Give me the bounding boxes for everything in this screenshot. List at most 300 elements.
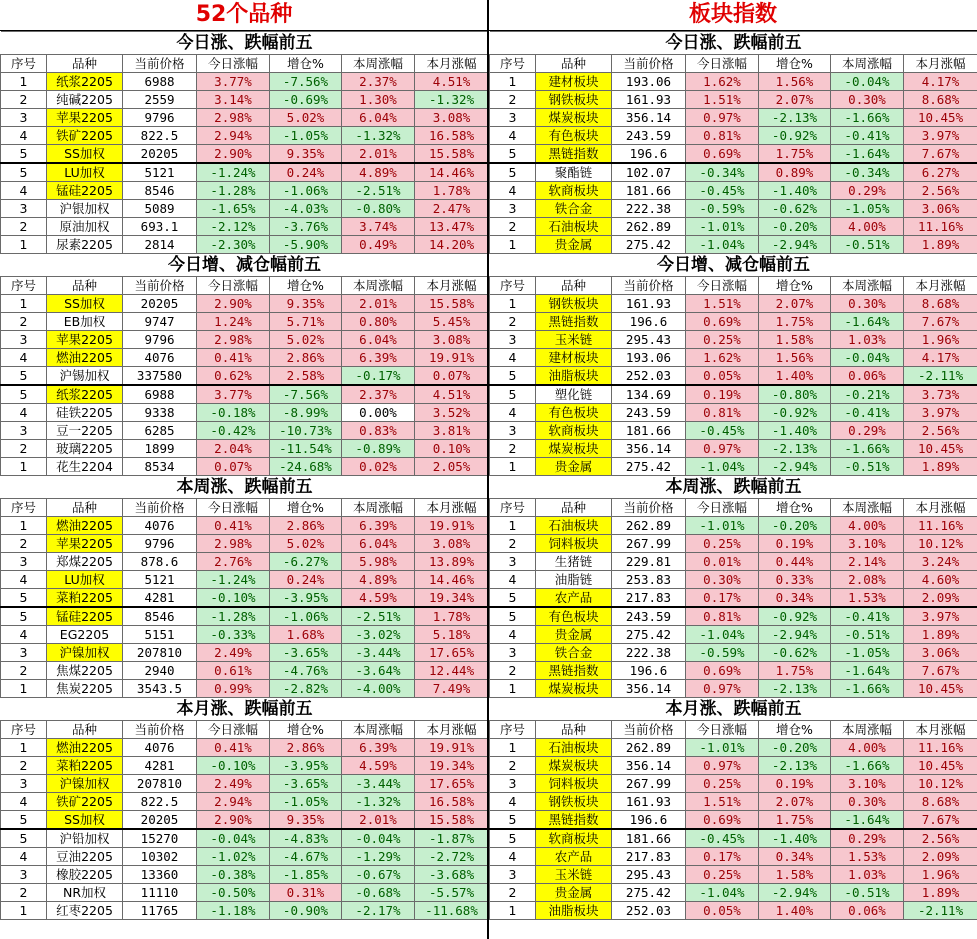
oi-change-cell: -1.85% xyxy=(270,866,342,884)
week-change-cell: -3.02% xyxy=(342,626,415,644)
week-change-cell: 0.02% xyxy=(342,458,415,476)
price-cell: 181.66 xyxy=(612,182,686,200)
table-row xyxy=(490,331,977,349)
today-change-cell: 2.49% xyxy=(197,775,270,793)
price-cell: 217.83 xyxy=(612,848,686,866)
rank-cell: 3 xyxy=(490,866,536,884)
price-cell: 878.6 xyxy=(123,553,197,571)
column-header-row xyxy=(1,499,489,517)
oi-change-cell: -1.06% xyxy=(270,182,342,200)
week-change-cell: 0.29% xyxy=(831,829,904,848)
week-change-cell: -3.44% xyxy=(342,775,415,793)
month-change-cell: 8.68% xyxy=(904,793,977,811)
rank-cell: 4 xyxy=(490,182,536,200)
month-change-cell: 19.91% xyxy=(415,739,489,757)
name-cell: 玉米链 xyxy=(536,866,612,884)
oi-change-cell: 2.07% xyxy=(759,295,831,313)
name-cell: 花生2204 xyxy=(47,458,123,476)
month-change-cell: 3.08% xyxy=(415,331,489,349)
price-cell: 295.43 xyxy=(612,331,686,349)
table-row xyxy=(490,109,977,127)
name-cell: 钢铁板块 xyxy=(536,91,612,109)
oi-change-cell: 0.34% xyxy=(759,848,831,866)
week-change-cell: -3.44% xyxy=(342,644,415,662)
today-change-cell: -1.24% xyxy=(197,571,270,589)
column-header: 今日涨幅 xyxy=(686,499,759,517)
name-cell: 煤炭板块 xyxy=(536,680,612,698)
column-header-row xyxy=(1,55,489,73)
month-change-cell: 13.89% xyxy=(415,553,489,571)
month-change-cell: 17.65% xyxy=(415,775,489,793)
week-change-cell: 6.39% xyxy=(342,739,415,757)
week-change-cell: -1.05% xyxy=(831,200,904,218)
column-header: 本周涨幅 xyxy=(342,55,415,73)
table-row xyxy=(490,902,977,920)
rank-cell: 1 xyxy=(1,902,47,920)
month-change-cell: 10.45% xyxy=(904,757,977,775)
name-cell: SS加权 xyxy=(47,295,123,313)
rank-cell: 1 xyxy=(490,458,536,476)
name-cell: 菜粕2205 xyxy=(47,757,123,775)
today-change-cell: 1.62% xyxy=(686,349,759,367)
rank-cell: 1 xyxy=(490,739,536,757)
name-cell: 有色板块 xyxy=(536,607,612,626)
table-row xyxy=(490,458,977,476)
table-row xyxy=(490,163,977,182)
today-change-cell: -0.45% xyxy=(686,829,759,848)
table-row xyxy=(490,848,977,866)
price-cell: 15270 xyxy=(123,829,197,848)
table-row xyxy=(490,884,977,902)
rank-cell: 5 xyxy=(1,367,47,386)
month-change-cell: 14.46% xyxy=(415,163,489,182)
column-header: 序号 xyxy=(490,499,536,517)
week-change-cell: 2.37% xyxy=(342,73,415,91)
month-change-cell: 4.60% xyxy=(904,571,977,589)
rank-cell: 2 xyxy=(490,218,536,236)
today-change-cell: 3.14% xyxy=(197,91,270,109)
rank-cell: 2 xyxy=(1,91,47,109)
month-change-cell: 0.10% xyxy=(415,440,489,458)
today-change-cell: 0.25% xyxy=(686,866,759,884)
column-header: 本月涨幅 xyxy=(415,55,489,73)
name-cell: 燃油2205 xyxy=(47,517,123,535)
rank-cell: 1 xyxy=(490,680,536,698)
today-change-cell: -0.18% xyxy=(197,404,270,422)
name-cell: 铁矿2205 xyxy=(47,127,123,145)
name-cell: 沪铅加权 xyxy=(47,829,123,848)
oi-change-cell: -3.65% xyxy=(270,775,342,793)
rank-cell: 5 xyxy=(1,607,47,626)
today-change-cell: -1.28% xyxy=(197,182,270,200)
today-change-cell: -0.59% xyxy=(686,200,759,218)
column-header: 序号 xyxy=(490,277,536,295)
column-header: 本月涨幅 xyxy=(904,499,977,517)
today-change-cell: 0.17% xyxy=(686,848,759,866)
column-header: 品种 xyxy=(536,277,612,295)
name-cell: 贵金属 xyxy=(536,236,612,254)
today-change-cell: 0.97% xyxy=(686,680,759,698)
today-change-cell: -1.01% xyxy=(686,739,759,757)
price-cell: 10302 xyxy=(123,848,197,866)
table-row xyxy=(490,385,977,404)
price-cell: 11765 xyxy=(123,902,197,920)
name-cell: LU加权 xyxy=(47,163,123,182)
price-cell: 262.89 xyxy=(612,739,686,757)
today-change-cell: -1.02% xyxy=(197,848,270,866)
today-change-cell: -1.28% xyxy=(197,607,270,626)
week-change-cell: -1.05% xyxy=(831,644,904,662)
oi-change-cell: 1.75% xyxy=(759,662,831,680)
rank-cell: 4 xyxy=(1,182,47,200)
oi-change-cell: -1.40% xyxy=(759,182,831,200)
month-change-cell: 19.34% xyxy=(415,757,489,775)
week-change-cell: 4.00% xyxy=(831,218,904,236)
week-change-cell: 1.30% xyxy=(342,91,415,109)
table-row xyxy=(490,200,977,218)
week-change-cell: 0.30% xyxy=(831,793,904,811)
oi-change-cell: 1.68% xyxy=(270,626,342,644)
table-row xyxy=(1,902,489,920)
oi-change-cell: 2.58% xyxy=(270,367,342,386)
rank-cell: 5 xyxy=(1,589,47,608)
table-row xyxy=(1,236,489,254)
column-header: 本月涨幅 xyxy=(904,55,977,73)
section-title-row xyxy=(1,254,489,277)
today-change-cell: 2.98% xyxy=(197,535,270,553)
month-change-cell: 4.51% xyxy=(415,385,489,404)
month-change-cell: 1.89% xyxy=(904,884,977,902)
section-title-row xyxy=(490,698,977,721)
week-change-cell: 2.01% xyxy=(342,811,415,830)
week-change-cell: 3.10% xyxy=(831,535,904,553)
column-header: 增仓% xyxy=(270,277,342,295)
rank-cell: 4 xyxy=(1,127,47,145)
rank-cell: 2 xyxy=(490,313,536,331)
week-change-cell: 2.14% xyxy=(831,553,904,571)
month-change-cell: -5.57% xyxy=(415,884,489,902)
oi-change-cell: -1.06% xyxy=(270,607,342,626)
today-change-cell: 0.41% xyxy=(197,739,270,757)
table-row xyxy=(1,200,489,218)
column-header: 当前价格 xyxy=(612,277,686,295)
price-cell: 9747 xyxy=(123,313,197,331)
week-change-cell: -1.64% xyxy=(831,145,904,164)
name-cell: 苹果2205 xyxy=(47,109,123,127)
week-change-cell: 0.49% xyxy=(342,236,415,254)
month-change-cell: 4.17% xyxy=(904,73,977,91)
name-cell: 尿素2205 xyxy=(47,236,123,254)
price-cell: 243.59 xyxy=(612,127,686,145)
week-change-cell: -1.32% xyxy=(342,793,415,811)
today-change-cell: 0.05% xyxy=(686,902,759,920)
price-cell: 8546 xyxy=(123,607,197,626)
column-header: 序号 xyxy=(490,721,536,739)
table-row xyxy=(490,662,977,680)
week-change-cell: 1.03% xyxy=(831,866,904,884)
name-cell: 橡胶2205 xyxy=(47,866,123,884)
today-change-cell: 0.69% xyxy=(686,662,759,680)
month-change-cell: 5.18% xyxy=(415,626,489,644)
month-change-cell: 19.91% xyxy=(415,349,489,367)
table-row xyxy=(1,127,489,145)
month-change-cell: 1.89% xyxy=(904,458,977,476)
price-cell: 11110 xyxy=(123,884,197,902)
rank-cell: 4 xyxy=(1,404,47,422)
oi-change-cell: -0.80% xyxy=(759,385,831,404)
month-change-cell: 1.89% xyxy=(904,236,977,254)
price-cell: 196.6 xyxy=(612,811,686,830)
table-row xyxy=(490,91,977,109)
price-cell: 267.99 xyxy=(612,775,686,793)
column-header-row xyxy=(1,277,489,295)
oi-change-cell: 1.58% xyxy=(759,866,831,884)
price-cell: 222.38 xyxy=(612,200,686,218)
month-change-cell: 7.49% xyxy=(415,680,489,698)
today-change-cell: 0.25% xyxy=(686,775,759,793)
oi-change-cell: -2.13% xyxy=(759,680,831,698)
rank-cell: 5 xyxy=(1,385,47,404)
section-title-row xyxy=(1,476,489,499)
table-row xyxy=(1,313,489,331)
today-change-cell: 0.81% xyxy=(686,404,759,422)
month-change-cell: 7.67% xyxy=(904,662,977,680)
today-change-cell: -1.65% xyxy=(197,200,270,218)
table-row xyxy=(490,811,977,830)
week-change-cell: 1.53% xyxy=(831,848,904,866)
name-cell: 生猪链 xyxy=(536,553,612,571)
column-header-row xyxy=(1,721,489,739)
week-change-cell: -0.80% xyxy=(342,200,415,218)
table-row xyxy=(490,127,977,145)
week-change-cell: -2.17% xyxy=(342,902,415,920)
today-change-cell: -1.04% xyxy=(686,884,759,902)
month-change-cell: 10.12% xyxy=(904,775,977,793)
price-cell: 207810 xyxy=(123,644,197,662)
oi-change-cell: -3.95% xyxy=(270,589,342,608)
name-cell: 软商板块 xyxy=(536,829,612,848)
today-change-cell: -0.10% xyxy=(197,757,270,775)
today-change-cell: 0.07% xyxy=(197,458,270,476)
month-change-cell: 11.16% xyxy=(904,739,977,757)
price-cell: 2814 xyxy=(123,236,197,254)
week-change-cell: 5.98% xyxy=(342,553,415,571)
table-row xyxy=(1,607,489,626)
month-change-cell: 3.52% xyxy=(415,404,489,422)
rank-cell: 3 xyxy=(490,200,536,218)
column-header: 序号 xyxy=(1,721,47,739)
week-change-cell: 4.59% xyxy=(342,757,415,775)
month-change-cell: 11.16% xyxy=(904,218,977,236)
table-row xyxy=(1,145,489,164)
rank-cell: 3 xyxy=(490,331,536,349)
price-cell: 229.81 xyxy=(612,553,686,571)
today-change-cell: 0.69% xyxy=(686,313,759,331)
column-header: 本月涨幅 xyxy=(904,277,977,295)
price-cell: 161.93 xyxy=(612,91,686,109)
month-change-cell: 2.09% xyxy=(904,589,977,608)
right-panel-sector-index xyxy=(489,0,977,939)
rank-cell: 1 xyxy=(490,295,536,313)
month-change-cell: -2.72% xyxy=(415,848,489,866)
name-cell: 沪镍加权 xyxy=(47,775,123,793)
rank-cell: 2 xyxy=(490,91,536,109)
table-row xyxy=(490,866,977,884)
name-cell: 有色板块 xyxy=(536,127,612,145)
table-row xyxy=(490,313,977,331)
rank-cell: 5 xyxy=(490,589,536,608)
rank-cell: 2 xyxy=(1,313,47,331)
oi-change-cell: -0.69% xyxy=(270,91,342,109)
oi-change-cell: -0.90% xyxy=(270,902,342,920)
section-title-row xyxy=(1,32,489,55)
price-cell: 161.93 xyxy=(612,295,686,313)
column-header: 品种 xyxy=(536,55,612,73)
price-cell: 9796 xyxy=(123,535,197,553)
table-row xyxy=(1,182,489,200)
price-cell: 3543.5 xyxy=(123,680,197,698)
price-cell: 275.42 xyxy=(612,236,686,254)
price-cell: 13360 xyxy=(123,866,197,884)
name-cell: 油脂板块 xyxy=(536,902,612,920)
column-header: 今日涨幅 xyxy=(686,277,759,295)
column-header: 当前价格 xyxy=(123,55,197,73)
month-change-cell: 6.27% xyxy=(904,163,977,182)
week-change-cell: -1.64% xyxy=(831,811,904,830)
table-row xyxy=(490,517,977,535)
today-change-cell: 2.94% xyxy=(197,793,270,811)
name-cell: 硅铁2205 xyxy=(47,404,123,422)
price-cell: 822.5 xyxy=(123,127,197,145)
price-cell: 20205 xyxy=(123,295,197,313)
today-change-cell: 0.61% xyxy=(197,662,270,680)
name-cell: 沪银加权 xyxy=(47,200,123,218)
rank-cell: 5 xyxy=(490,385,536,404)
price-cell: 275.42 xyxy=(612,458,686,476)
oi-change-cell: -0.92% xyxy=(759,607,831,626)
oi-change-cell: 1.75% xyxy=(759,811,831,830)
oi-change-cell: 0.44% xyxy=(759,553,831,571)
oi-change-cell: 0.31% xyxy=(270,884,342,902)
week-change-cell: 2.01% xyxy=(342,145,415,164)
today-change-cell: 0.69% xyxy=(686,145,759,164)
price-cell: 822.5 xyxy=(123,793,197,811)
today-change-cell: 0.69% xyxy=(686,811,759,830)
price-cell: 4076 xyxy=(123,739,197,757)
month-change-cell: 3.08% xyxy=(415,535,489,553)
week-change-cell: 4.59% xyxy=(342,589,415,608)
oi-change-cell: -0.62% xyxy=(759,644,831,662)
rank-cell: 4 xyxy=(490,349,536,367)
price-cell: 262.89 xyxy=(612,218,686,236)
table-row xyxy=(1,589,489,608)
rank-cell: 5 xyxy=(1,163,47,182)
table-row xyxy=(490,236,977,254)
price-cell: 181.66 xyxy=(612,829,686,848)
month-change-cell: 3.06% xyxy=(904,200,977,218)
section-title: 今日增、减仓幅前五 xyxy=(490,254,977,277)
rank-cell: 2 xyxy=(490,884,536,902)
month-change-cell: 14.20% xyxy=(415,236,489,254)
section-title-row xyxy=(1,698,489,721)
today-change-cell: 2.98% xyxy=(197,331,270,349)
column-header: 当前价格 xyxy=(612,55,686,73)
month-change-cell: 10.45% xyxy=(904,440,977,458)
table-row xyxy=(1,811,489,830)
column-header: 当前价格 xyxy=(123,277,197,295)
table-row xyxy=(1,218,489,236)
oi-change-cell: -1.05% xyxy=(270,127,342,145)
week-change-cell: -3.64% xyxy=(342,662,415,680)
price-cell: 9796 xyxy=(123,331,197,349)
price-cell: 262.89 xyxy=(612,517,686,535)
month-change-cell: 15.58% xyxy=(415,295,489,313)
column-header: 序号 xyxy=(1,55,47,73)
today-change-cell: -0.33% xyxy=(197,626,270,644)
month-change-cell: 15.58% xyxy=(415,145,489,164)
name-cell: 黑链指数 xyxy=(536,811,612,830)
price-cell: 2940 xyxy=(123,662,197,680)
price-cell: 5121 xyxy=(123,571,197,589)
column-header: 今日涨幅 xyxy=(686,55,759,73)
name-cell: EB加权 xyxy=(47,313,123,331)
table-row xyxy=(1,866,489,884)
month-change-cell: 8.68% xyxy=(904,91,977,109)
rank-cell: 5 xyxy=(1,145,47,164)
oi-change-cell: 2.86% xyxy=(270,349,342,367)
name-cell: 菜粕2205 xyxy=(47,589,123,608)
table-row xyxy=(490,793,977,811)
name-cell: 沪镍加权 xyxy=(47,644,123,662)
today-change-cell: 0.97% xyxy=(686,440,759,458)
oi-change-cell: 0.34% xyxy=(759,589,831,608)
month-change-cell: -2.11% xyxy=(904,367,977,386)
month-change-cell: 13.47% xyxy=(415,218,489,236)
today-change-cell: -0.38% xyxy=(197,866,270,884)
name-cell: 焦煤2205 xyxy=(47,662,123,680)
price-cell: 693.1 xyxy=(123,218,197,236)
rank-cell: 3 xyxy=(490,109,536,127)
left-table xyxy=(0,31,489,920)
week-change-cell: 0.30% xyxy=(831,91,904,109)
rank-cell: 2 xyxy=(490,440,536,458)
week-change-cell: 0.29% xyxy=(831,182,904,200)
column-header-row xyxy=(490,499,977,517)
table-row xyxy=(1,91,489,109)
week-change-cell: -0.21% xyxy=(831,385,904,404)
rank-cell: 4 xyxy=(1,349,47,367)
week-change-cell: -2.51% xyxy=(342,607,415,626)
name-cell: 农产品 xyxy=(536,848,612,866)
rank-cell: 5 xyxy=(490,367,536,386)
oi-change-cell: -1.40% xyxy=(759,829,831,848)
today-change-cell: 1.24% xyxy=(197,313,270,331)
month-change-cell: 12.44% xyxy=(415,662,489,680)
today-change-cell: -1.18% xyxy=(197,902,270,920)
rank-cell: 4 xyxy=(490,626,536,644)
today-change-cell: 3.77% xyxy=(197,73,270,91)
name-cell: 锰硅2205 xyxy=(47,607,123,626)
rank-cell: 5 xyxy=(1,811,47,830)
column-header: 当前价格 xyxy=(612,499,686,517)
week-change-cell: -0.68% xyxy=(342,884,415,902)
rank-cell: 3 xyxy=(1,331,47,349)
column-header: 本周涨幅 xyxy=(831,721,904,739)
week-change-cell: 6.04% xyxy=(342,331,415,349)
name-cell: 郑煤2205 xyxy=(47,553,123,571)
month-change-cell: 0.07% xyxy=(415,367,489,386)
table-row xyxy=(490,626,977,644)
